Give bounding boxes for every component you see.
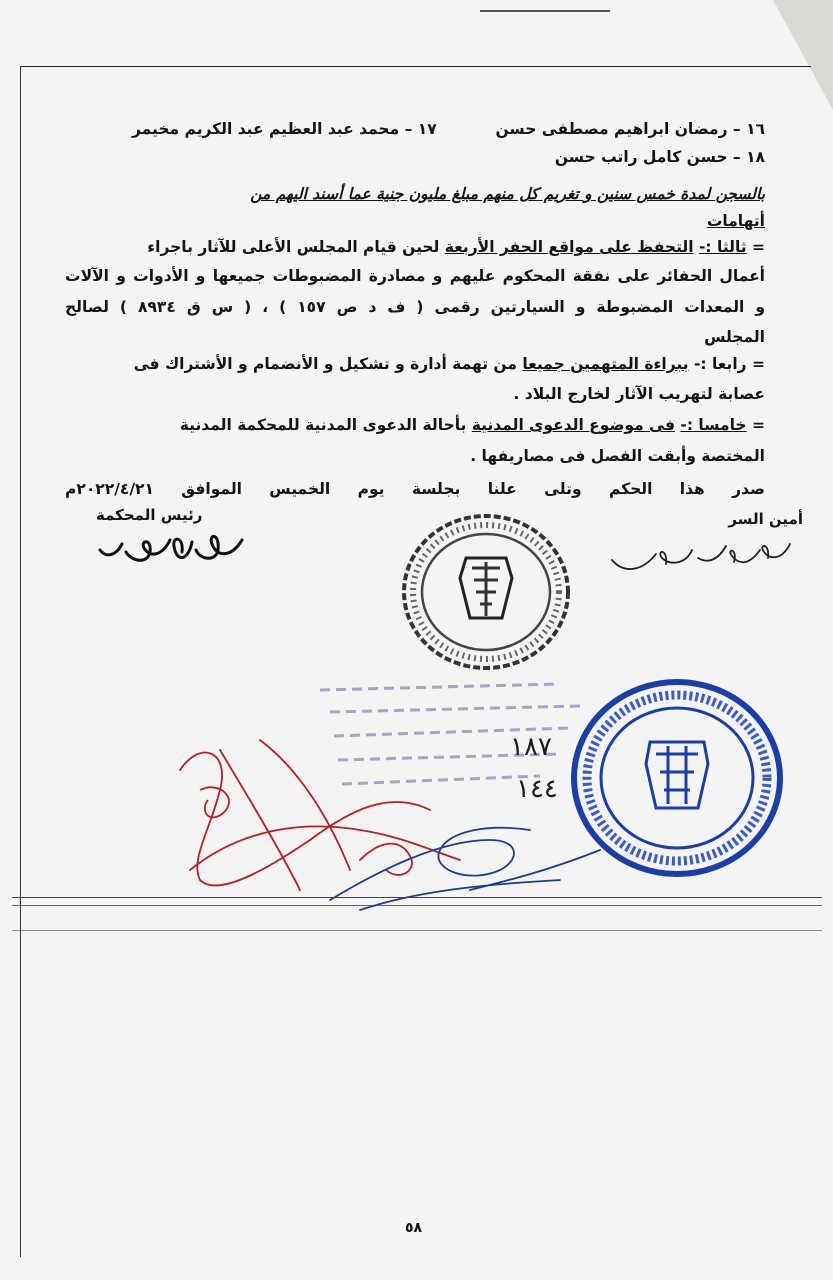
sentence-line-2: أتهامات: [706, 212, 765, 230]
fifth-label: خامسا :-: [680, 416, 747, 434]
divider-line-2: [12, 905, 822, 906]
third-clause-line-3: و المعدات المضبوطة و السيارتين رقمى ( ف د ص ١٥٧ ) ، ( س ق ٨٩٣٤ ) لصالح: [65, 298, 765, 316]
fourth-clause-line-1: = رابعا :- ببراءة المتهمين جميعا من تهمة أدارة و تشكيل و الأنضمام و الأشتراك فى: [133, 355, 765, 373]
fifth-clause-line-1: = خامسا :- فى موضوع الدعوى المدنية بأحالة الدعوى المدنية للمحكمة المدنية: [179, 416, 765, 434]
secretary-signature: [600, 530, 800, 580]
divider-line-3: [12, 930, 822, 931]
defendant-16: ١٦ – رمضان ابراهيم مصطفى حسن: [495, 120, 765, 138]
blue-signature: [320, 800, 620, 920]
fifth-clause-line-2: المختصة وأبقت الفصل فى مصاريفها .: [470, 447, 765, 465]
defendants-line-2: [65, 146, 765, 168]
third-label: ثالثا :-: [698, 238, 747, 256]
stamp-number-2: ١٤٤: [516, 774, 558, 804]
fourth-label: رابعا :-: [693, 355, 747, 373]
court-president-label: رئيس المحكمة: [96, 506, 203, 524]
fifth-underlined: فى موضوع الدعوى المدنية: [471, 416, 675, 434]
divider-line-1: [12, 897, 822, 898]
defendants-line-1: [65, 118, 765, 140]
issued-statement: صدر هذا الحكم وتلى علنا بجلسة يوم الخميس الموافق ٢٠٢٢/٤/٢١م: [65, 480, 765, 498]
third-clause-line-4: المجلس: [704, 328, 765, 346]
third-underlined: التحفظ على مواقع الحفر الأربعة: [444, 238, 694, 256]
stamp-number-1: ١٨٧: [510, 732, 552, 762]
scan-mark: [480, 10, 610, 12]
third-clause-line-1: = ثالثا :- التحفظ على مواقع الحفر الأربعة لحين قيام المجلس الأعلى للآثار باجراء: [147, 238, 765, 256]
court-seal-stamp: [396, 506, 576, 678]
fourth-underlined: ببراءة المتهمين جميعا: [522, 355, 689, 373]
defendant-17: ١٧ – محمد عبد العظيم عبد الكريم مخيمر: [132, 120, 437, 138]
fourth-clause-line-2: عصابة لتهريب الآثار لخارج البلاد .: [513, 385, 765, 403]
page-number: ٥٨: [405, 1220, 423, 1236]
third-clause-line-2: أعمال الحفائر على نفقة المحكوم عليهم و مصادرة المضبوطات جميعها و الأدوات و الآلات: [65, 267, 765, 285]
secretary-label: أمين السر: [728, 510, 803, 528]
defendant-18: ١٨ – حسن كامل راتب حسن: [554, 148, 765, 166]
sentence-line-1: بالسجن لمدة خمس سنين و تغريم كل منهم مبلغ مليون جنية عما أسند اليهم من: [250, 185, 765, 203]
court-president-signature: [92, 522, 252, 572]
